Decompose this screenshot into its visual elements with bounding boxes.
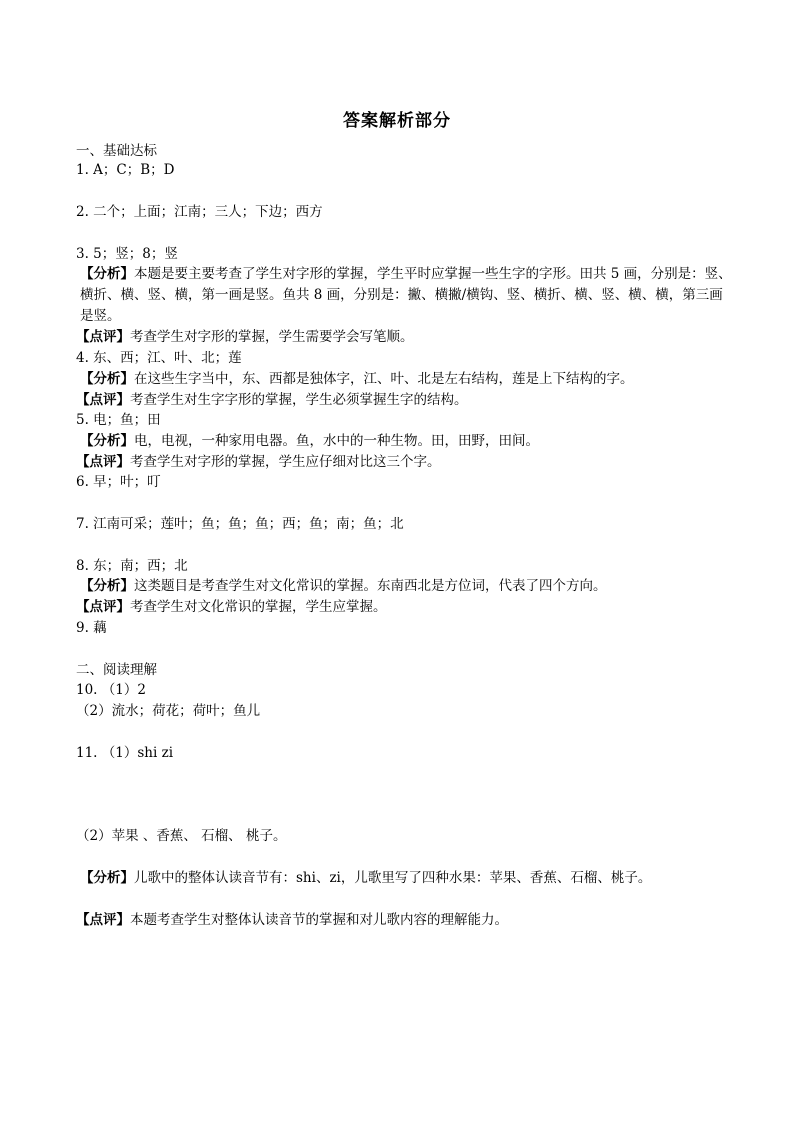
comment-tag: 【点评】 — [76, 454, 130, 470]
section-heading-basics: 一、基础达标 — [76, 143, 157, 159]
answer-q5: 5. 电；鱼；田 — [76, 412, 161, 428]
comment-tag: 【点评】 — [76, 912, 130, 928]
analysis-q4 — [76, 369, 740, 390]
analysis-tag: 【分析】 — [80, 870, 134, 886]
analysis-q8 — [76, 576, 740, 597]
answer-q10-part1: 10. （1）2 — [76, 682, 146, 698]
analysis-q5 — [76, 431, 740, 452]
analysis-q11 — [76, 868, 740, 889]
answer-q4: 4. 东、西；江、叶、北；莲 — [76, 350, 242, 366]
analysis-text: 在这些生字当中，东、西都是独体字，江、叶、北是左右结构，莲是上下结构的字。 — [134, 371, 634, 387]
analysis-text: 电，电视，一种家用电器。鱼，水中的一种生物。田，田野，田间。 — [134, 433, 539, 449]
comment-q8 — [76, 597, 736, 618]
comment-q11 — [76, 910, 736, 931]
answer-q3: 3. 5；竖；8；竖 — [76, 246, 178, 262]
comment-text: 考查学生对文化常识的掌握，学生应掌握。 — [130, 599, 387, 615]
comment-text: 考查学生对字形的掌握，学生需要学会写笔顺。 — [130, 329, 414, 345]
comment-text: 考查学生对生字字形的掌握，学生必须掌握生字的结构。 — [130, 392, 468, 408]
section-heading-reading: 二、阅读理解 — [76, 662, 157, 678]
answer-q7: 7. 江南可采；莲叶；鱼；鱼；鱼；西；鱼；南；鱼；北 — [76, 516, 404, 532]
comment-tag: 【点评】 — [76, 329, 130, 345]
page-title: 答案解析部分 — [343, 111, 451, 131]
answer-q11-part1: 11. （1）shi zi — [76, 745, 174, 761]
analysis-tag: 【分析】 — [80, 578, 134, 594]
answer-q2: 2. 二个；上面；江南；三人；下边；西方 — [76, 204, 323, 220]
analysis-text: 本题是要主要考查了学生对字形的掌握，学生平时应掌握一些生字的字形。田共 5 画，分别是：竖、横折、横、竖、横，第一画是竖。鱼共 8 画，分别是：撇、横撇/横钩、竖、横折、横、竖、横、横，第三画是竖。 — [80, 266, 732, 324]
analysis-q3 — [76, 264, 732, 327]
answer-q8: 8. 东；南；西；北 — [76, 558, 188, 574]
comment-q4 — [76, 390, 736, 411]
analysis-text: 这类题目是考查学生对文化常识的掌握。东南西北是方位词，代表了四个方向。 — [134, 578, 607, 594]
answer-q1: 1. A；C；B；D — [76, 162, 175, 178]
comment-q3 — [76, 327, 736, 348]
analysis-text: 儿歌中的整体认读音节有：shi、zi，儿歌里写了四种水果：苹果、香蕉、石榴、桃子。 — [134, 870, 652, 886]
answer-q9: 9. 藕 — [76, 620, 107, 636]
analysis-tag: 【分析】 — [80, 371, 134, 387]
comment-q5 — [76, 452, 736, 473]
analysis-tag: 【分析】 — [80, 266, 134, 282]
answer-q6: 6. 早；叶；叮 — [76, 474, 161, 490]
answer-q11-part2: （2）苹果 、香蕉、 石榴、 桃子。 — [76, 828, 287, 844]
analysis-tag: 【分析】 — [80, 433, 134, 449]
comment-tag: 【点评】 — [76, 392, 130, 408]
answer-q10-part2: （2）流水；荷花；荷叶；鱼儿 — [76, 703, 261, 719]
comment-text: 考查学生对字形的掌握，学生应仔细对比这三个字。 — [130, 454, 441, 470]
comment-tag: 【点评】 — [76, 599, 130, 615]
comment-text: 本题考查学生对整体认读音节的掌握和对儿歌内容的理解能力。 — [130, 912, 508, 928]
